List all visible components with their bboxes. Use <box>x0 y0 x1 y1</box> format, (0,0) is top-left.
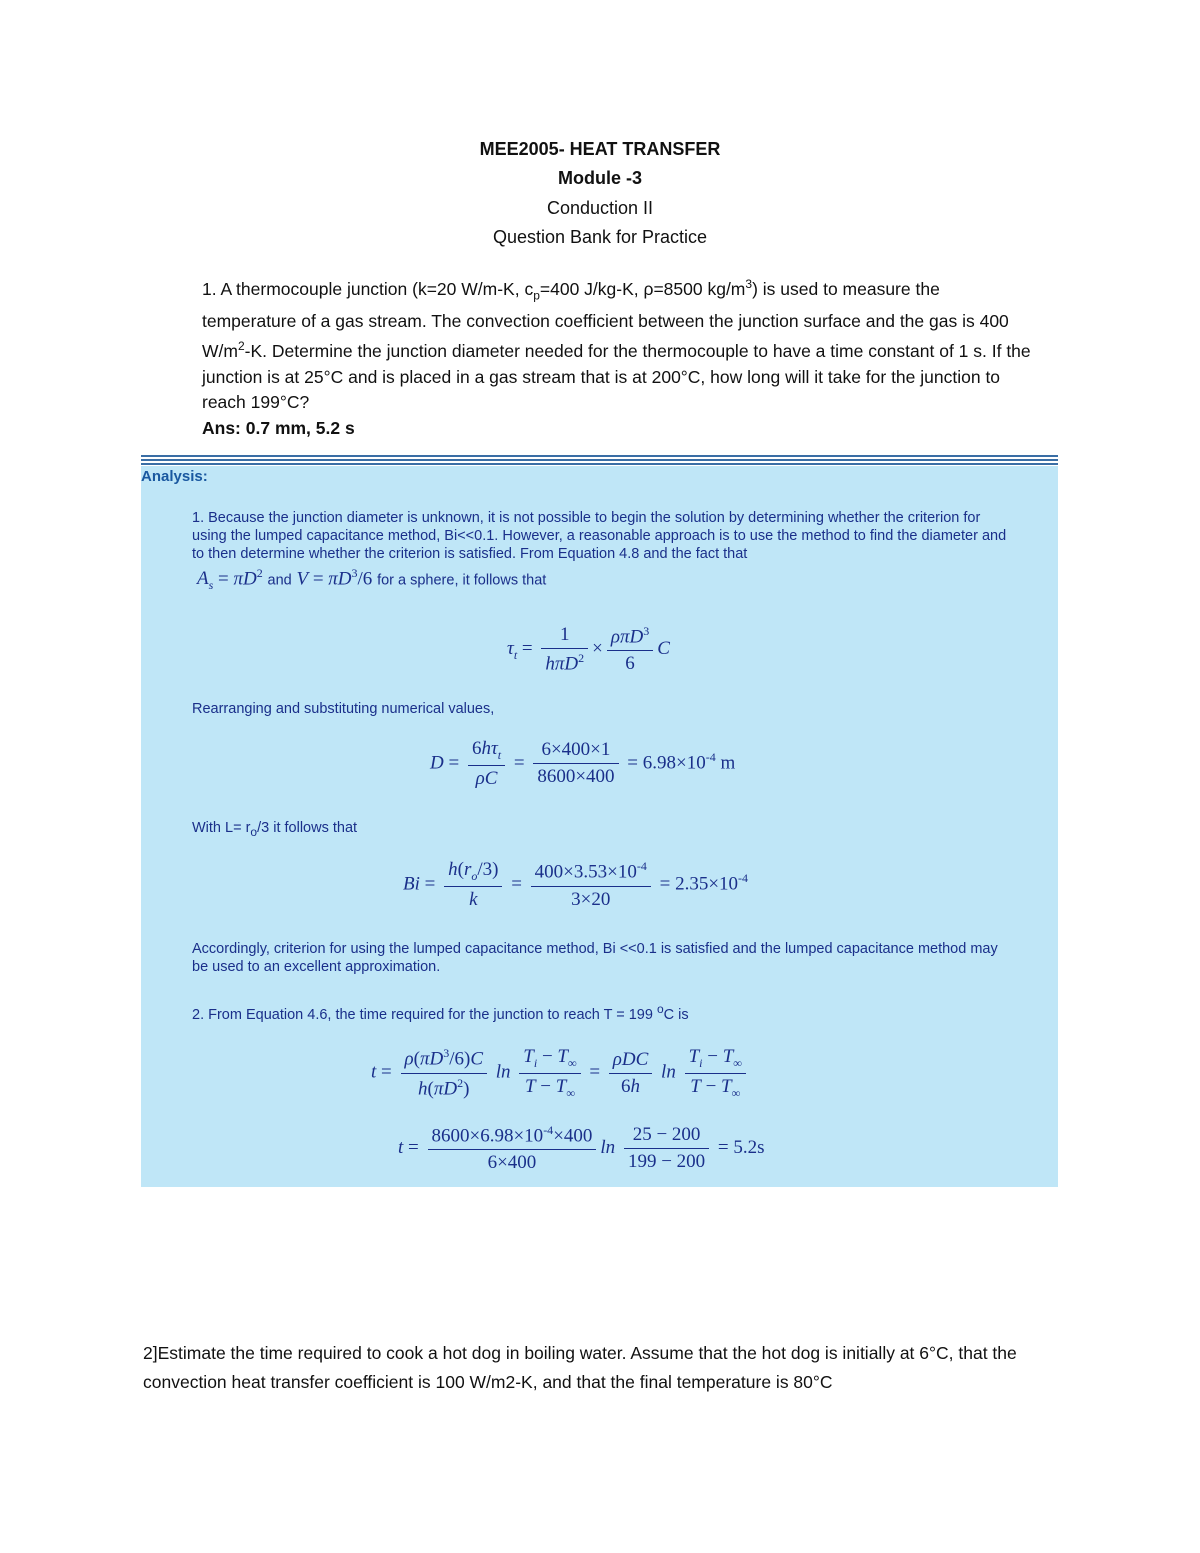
q1-text-3: ) is used to measure the temperature of a gas stream. The convection coefficient between the junction surface and the gas is 400 W/m <box>202 278 1009 362</box>
question-1 <box>202 272 1032 441</box>
bi-result-exp: -4 <box>738 870 749 885</box>
bi-result: = 2.35×10 <box>659 873 739 895</box>
analysis-panel <box>141 466 1058 1187</box>
q1-text-1: 1. A thermocouple junction (k=20 W/m-K, c <box>202 278 534 299</box>
t-result: = 5.2s <box>717 1137 765 1159</box>
rearranging-text: Rearranging and substituting numerical values, <box>192 701 495 717</box>
divider-line <box>141 459 1058 461</box>
q1-answer: Ans: 0.7 mm, 5.2 s <box>202 417 355 438</box>
divider-line <box>141 455 1058 457</box>
d-result: = 6.98×10 <box>627 752 706 774</box>
step2-b: C is <box>663 1006 689 1023</box>
time-constant-equation: $\tau_t$ = $\frac{1}{h\pi D^2}$ × $\frac{\rho\pi D^3}{6}$ C <box>507 624 670 675</box>
t-ln-numerator: 25 − 200 <box>624 1124 709 1149</box>
q1-sup-2: 2 <box>237 339 245 354</box>
step2-a: 2. From Equation 4.6, the time required for the junction to reach T = 199 <box>192 1006 657 1023</box>
area-volume-formula: $A_s = \pi D^2$ and $V = \pi D^3/6$ for a sphere, it follows that <box>197 566 547 593</box>
time-equation-numeric: t = $\frac{8600\times 6.98\times 10^{-4}\times 400}{6\times 400}$ ln $\frac{25 - 200}{199 - 200}$ = 5.2s <box>398 1123 765 1174</box>
bi-numerator: 400×3.53×10 <box>534 861 637 883</box>
and-word: and <box>267 572 292 589</box>
analysis-step-1: 1. Because the junction diameter is unknown, it is not possible to begin the solution by determining whether the criterion for using the lumped capacitance method, Bi<<0.1. However, a reasonable approach is to use the method to find the diameter and to then determine whether the criterion is satisfied. From Equation 4.8 and the fact that <box>192 510 1007 562</box>
module-title: Module -3 <box>558 168 642 188</box>
t-numerator-a: 8600×6.98×10 <box>431 1125 544 1147</box>
q1-text-2: =400 J/kg-K, ρ=8500 kg/m <box>539 278 746 299</box>
q1-sup-3: 3 <box>745 277 753 291</box>
accordingly-text: Accordingly, criterion for using the lumped capacitance method, Bi <<0.1 is satisfied and the lumped capacitance method may be used to an excellent approximation. <box>192 941 998 975</box>
topic-title: Conduction II <box>546 198 654 218</box>
d-denominator: 8600×400 <box>537 766 615 788</box>
t-denominator: 6×400 <box>487 1152 537 1174</box>
t-numerator-b: ×400 <box>553 1125 593 1147</box>
biot-equation: Bi = $\frac{h(r_o/3)}{k}$ = $\frac{400\times 3.53\times 10^{-4}}{3\times 20}$ = $2.35\times 10^{-4}$ <box>403 859 749 910</box>
d-result-exp: -4 <box>705 749 716 764</box>
analysis-title: Analysis: <box>141 468 208 485</box>
bi-denominator: 3×20 <box>571 888 611 910</box>
step2-sup: o <box>656 1002 664 1016</box>
with-l-sub: o <box>250 824 258 839</box>
d-numerator: 6×400×1 <box>533 739 618 764</box>
bank-title: Question Bank for Practice <box>492 227 708 247</box>
question-2: 2]Estimate the time required to cook a hot dog in boiling water. Assume that the hot dog is initially at 6°C, that the convection heat transfer coefficient is 100 W/m2-K, and that the final temperature is 80°C <box>143 1343 1017 1392</box>
course-title: MEE2005- HEAT TRANSFER <box>479 139 721 159</box>
diameter-equation: D = $\frac{6h\tau_t}{\rho C}$ = $\frac{6\times 400\times 1}{8600\times 400}$ = $6.98\times 10^{-4}$ m <box>430 738 736 789</box>
t-num-exp: -4 <box>543 1123 554 1137</box>
d-unit: m <box>720 752 736 774</box>
with-l-a: With L= r <box>192 820 251 836</box>
q1-sub-p: p <box>533 288 540 303</box>
with-l-b: /3 it follows that <box>257 820 358 836</box>
with-l-text <box>192 819 357 841</box>
time-equation-symbolic: t = $\frac{\rho(\pi D^3/6)C}{h(\pi D^2)}$ ln $\frac{T_i - T_\infty}{T - T_\infty}$ = $\frac{\text{ρDC}}{6h}$ ln $\frac{T_i - T_\infty}{T - T_\infty}$ <box>371 1046 750 1101</box>
for-sphere-text: for a sphere, it follows that <box>377 572 547 589</box>
q1-text-4: -K. Determine the junction diameter needed for the thermocouple to have a time constant of 1 s. If the junction is at 25°C and is placed in a gas stream that is at 200°C, how long will it take for the junction to reach 199°C? <box>202 341 1031 413</box>
analysis-step-2 <box>192 1000 689 1024</box>
bi-num-exp: -4 <box>636 859 647 874</box>
t-ln-denominator: 199 − 200 <box>627 1151 706 1173</box>
divider-line <box>141 463 1058 465</box>
